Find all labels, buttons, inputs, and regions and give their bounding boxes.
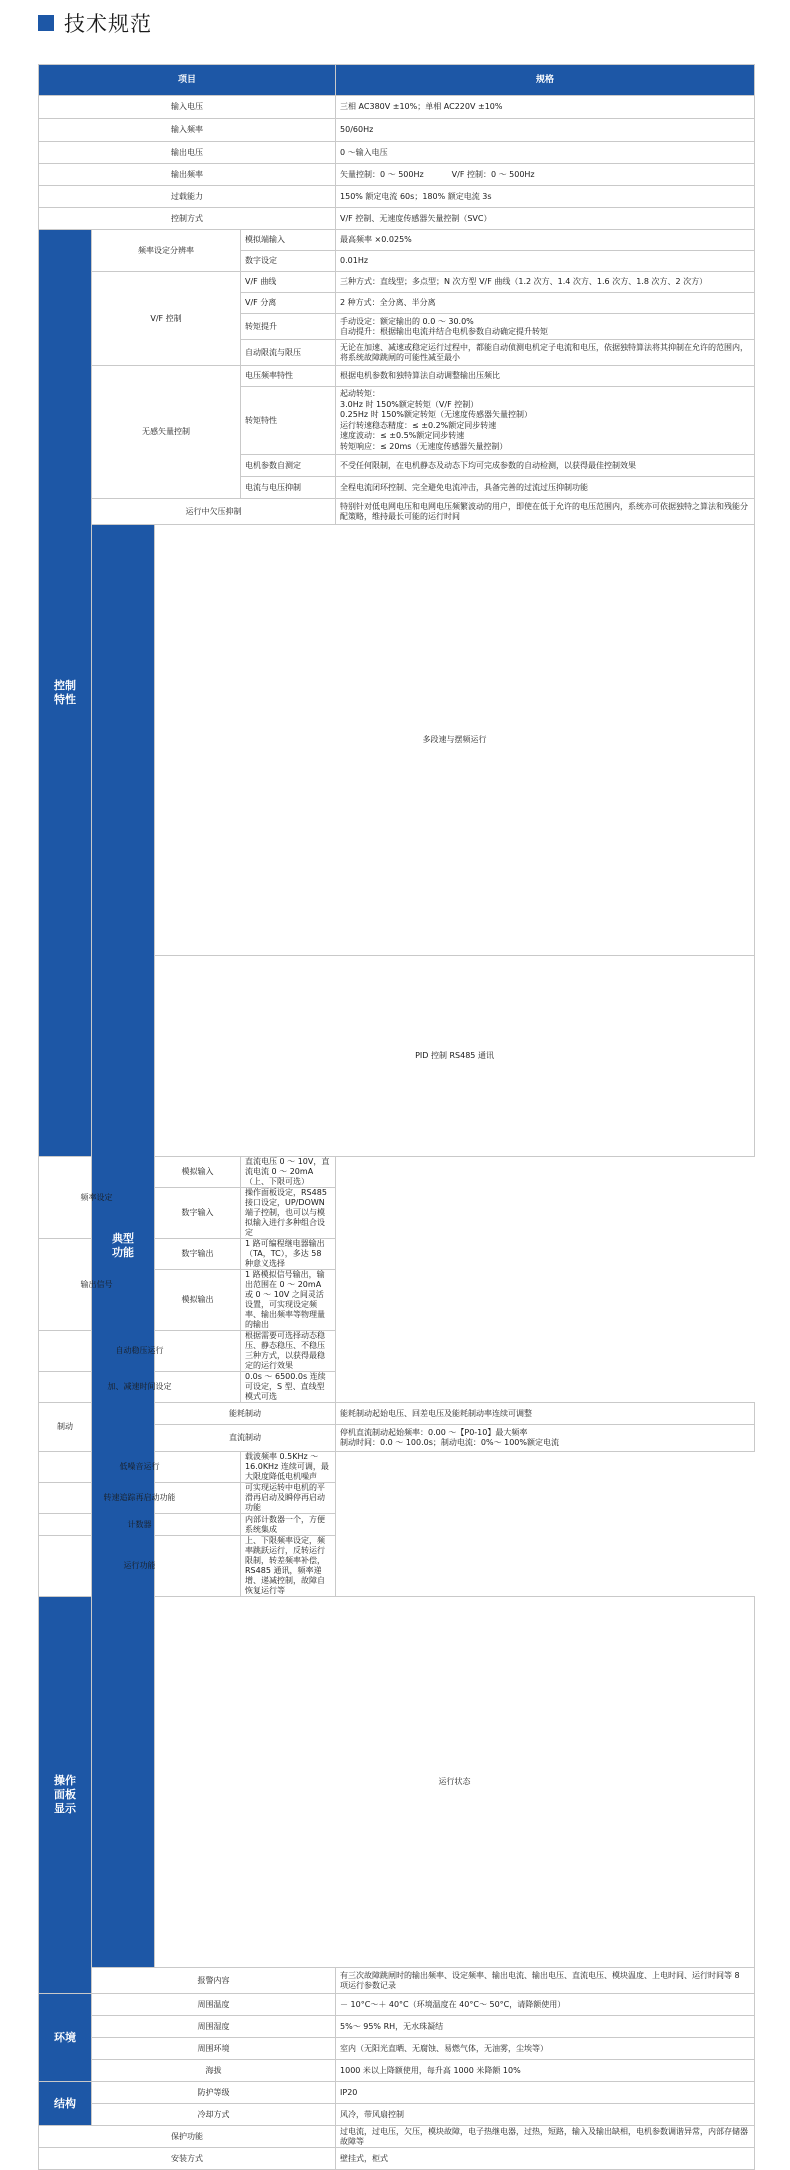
table-row	[39, 164, 755, 186]
row-value: 可实现运转中电机的平滑再启动及瞬停再启动功能	[241, 1483, 336, 1514]
square-bullet-icon	[38, 15, 54, 31]
group-env: 环境	[39, 1994, 92, 2082]
sub-item-label: V/F 曲线	[241, 272, 336, 293]
table-row	[39, 1968, 755, 1994]
row-value: 5%～ 95% RH，无水珠凝结	[336, 2016, 755, 2038]
sub-item-label: 能耗制动	[155, 1403, 336, 1425]
row-label: 输出电压	[39, 142, 336, 164]
sub-label: 计数器	[39, 1514, 241, 1536]
table-row	[39, 1536, 755, 1597]
sub-label: 频率设定	[39, 1157, 155, 1239]
sub-item-label: 电机参数自测定	[241, 455, 336, 477]
row-value: 手动设定：额定输出的 0.0 ～ 30.0% 自动提升：根据输出电流并结合电机参数自动确定提升转矩	[336, 314, 755, 340]
row-label: 安装方式	[39, 2148, 336, 2170]
sub-label: 无感矢量控制	[92, 366, 241, 499]
row-value: 不受任何限制，在电机静态及动态下均可完成参数的自动检测，以获得最佳控制效果	[336, 455, 755, 477]
table-row	[39, 525, 755, 956]
row-value: 停机直流制动起始频率：0.00 ～【P0-10】最大频率 制动时间：0.0 ～ 100.0s；制动电流：0%～ 100%额定电流	[336, 1425, 755, 1452]
table-row	[39, 2038, 755, 2060]
header-spec: 规格	[336, 65, 755, 96]
sub-label: 多段速与摆频运行	[155, 525, 755, 956]
row-value: 内部计数器一个，方便系统集成	[241, 1514, 336, 1536]
spec-table	[38, 64, 755, 2170]
table-row	[39, 1994, 755, 2016]
row-value: 最高频率 ×0.025%	[336, 230, 755, 251]
row-value: 起动转矩： 3.0Hz 时 150%额定转矩（V/F 控制） 0.25Hz 时 150%额定转矩（无速度传感器矢量控制） 运行转速稳态精度：≤ ±0.2%额定同步转速 速度波动：≤ ±0.5%额定同步转速 转矩响应：≤ 20ms（无速度传感器矢量控制）	[336, 387, 755, 455]
sub-label: 频率设定分辨率	[92, 230, 241, 272]
row-value: 无论在加速、减速或稳定运行过程中，都能自动侦测电机定子电流和电压，依据独特算法将其抑制在允许的范围内，将系统故障跳闸的可能性减至最小	[336, 340, 755, 366]
sub-label: 防护等级	[92, 2082, 336, 2104]
table-row	[39, 499, 755, 525]
table-header-row	[39, 65, 755, 96]
row-value: 过电流，过电压，欠压，模块故障，电子热继电器，过热，短路，输入及输出缺相，电机参数调谐异常，内部存储器故障等	[336, 2126, 755, 2148]
sub-item-label: 数字输出	[155, 1239, 241, 1270]
sub-label: 周围湿度	[92, 2016, 336, 2038]
table-row	[39, 2104, 755, 2126]
table-row	[39, 2126, 755, 2148]
row-label: 输入频率	[39, 119, 336, 142]
sub-label: 运行功能	[39, 1536, 241, 1597]
sub-label: 运行状态	[155, 1597, 755, 1968]
sub-item-label: 数字设定	[241, 251, 336, 272]
table-row	[39, 1157, 755, 1188]
sub-item-label: 电压频率特性	[241, 366, 336, 387]
table-row	[39, 1239, 755, 1270]
row-value: 上、下限频率设定，频率跳跃运行，反转运行限制，转差频率补偿，RS485 通讯，频率递增、递减控制，故障自恢复运行等	[241, 1536, 336, 1597]
sub-item-label: 电流与电压抑制	[241, 477, 336, 499]
row-value: 50/60Hz	[336, 119, 755, 142]
table-row	[39, 1483, 755, 1514]
table-row	[39, 2060, 755, 2082]
row-value: 三种方式：直线型；多点型；N 次方型 V/F 曲线（1.2 次方、1.4 次方、1.6 次方、1.8 次方、2 次方）	[336, 272, 755, 293]
section-header	[38, 8, 152, 38]
sub-item-label: 模拟输出	[155, 1270, 241, 1331]
group-structure: 结构	[39, 2082, 92, 2126]
row-value: 直流电压 0 ～ 10V，直流电流 0 ～ 20mA（上、下限可选）	[241, 1157, 336, 1188]
row-value: 0 ～输入电压	[336, 142, 755, 164]
header-item: 项目	[39, 65, 336, 96]
sub-label: 转速追踪再启动功能	[39, 1483, 241, 1514]
row-value: － 10°C～＋ 40°C（环境温度在 40°C～ 50°C，请降额使用）	[336, 1994, 755, 2016]
sub-label: 周围温度	[92, 1994, 336, 2016]
row-value: 矢量控制：0 ～ 500Hz V/F 控制：0 ～ 500Hz	[336, 164, 755, 186]
sub-label: 制动	[39, 1403, 92, 1452]
group-panel: 操作 面板 显示	[39, 1597, 92, 1994]
sub-item-label: 模拟端输入	[241, 230, 336, 251]
group-functions: 典型 功能	[92, 525, 155, 1968]
sub-label: V/F 控制	[92, 272, 241, 366]
row-label: 过载能力	[39, 186, 336, 208]
sub-label: 报警内容	[92, 1968, 336, 1994]
table-row	[39, 186, 755, 208]
sub-label: 冷却方式	[92, 2104, 336, 2126]
row-value: 载波频率 0.5KHz ～ 16.0KHz 连续可调，最大限度降低电机噪声	[241, 1452, 336, 1483]
row-value: 1000 米以上降额使用，每升高 1000 米降额 10%	[336, 2060, 755, 2082]
row-value: 2 种方式：全分离、半分离	[336, 293, 755, 314]
sub-item-label: 自动限流与限压	[241, 340, 336, 366]
row-value: 150% 额定电流 60s；180% 额定电流 3s	[336, 186, 755, 208]
row-value: 全程电流闭环控制、完全避免电流冲击，具备完善的过流过压抑制功能	[336, 477, 755, 499]
sub-item-label: 转矩提升	[241, 314, 336, 340]
row-value: 有三次故障跳闸时的输出频率、设定频率、输出电流、输出电压、直流电压、模块温度、上电时间、运行时间等 8 项运行参数记录	[336, 1968, 755, 1994]
sub-item-label: 转矩特性	[241, 387, 336, 455]
sub-item-label: 模拟输入	[155, 1157, 241, 1188]
row-label: 保护功能	[39, 2126, 336, 2148]
row-value: 壁挂式，柜式	[336, 2148, 755, 2170]
sub-label: 加、减速时间设定	[39, 1372, 241, 1403]
table-row	[39, 2082, 755, 2104]
group-control: 控制 特性	[39, 230, 92, 1157]
table-row	[39, 96, 755, 119]
row-value: V/F 控制、无速度传感器矢量控制（SVC）	[336, 208, 755, 230]
table-row	[39, 119, 755, 142]
table-row	[39, 1331, 755, 1372]
row-value: IP20	[336, 2082, 755, 2104]
table-row	[39, 1452, 755, 1483]
row-value: 1 路可编程继电器输出（TA，TC），多达 58 种意义选择	[241, 1239, 336, 1270]
sub-label: 低噪音运行	[39, 1452, 241, 1483]
row-value: 风冷，带风扇控制	[336, 2104, 755, 2126]
page-title: 技术规范	[64, 12, 152, 36]
table-row	[39, 2016, 755, 2038]
row-value: 三相 AC380V ±10%；单相 AC220V ±10%	[336, 96, 755, 119]
row-value: 1 路模拟信号输出，输出范围在 0 ～ 20mA 或 0 ～ 10V 之间灵活设置，可实现设定频率、输出频率等物理量的输出	[241, 1270, 336, 1331]
sub-label: 输出信号	[39, 1239, 155, 1331]
sub-item-label: V/F 分离	[241, 293, 336, 314]
table-row	[39, 208, 755, 230]
table-row	[39, 272, 755, 293]
row-value: 根据电机参数和独特算法自动调整输出压频比	[336, 366, 755, 387]
table-row	[39, 1514, 755, 1536]
row-value: 操作面板设定，RS485 接口设定，UP/DOWN 端子控制，也可以与模拟输入进行多种组合设定	[241, 1188, 336, 1239]
row-label: 控制方式	[39, 208, 336, 230]
table-row	[39, 230, 755, 251]
sub-item-label: 数字输入	[155, 1188, 241, 1239]
row-label: 输入电压	[39, 96, 336, 119]
sub-item-label: 直流制动	[155, 1425, 336, 1452]
row-value: 0.01Hz	[336, 251, 755, 272]
sub-label: 周围环境	[92, 2038, 336, 2060]
sub-label: 自动稳压运行	[39, 1331, 241, 1372]
row-label: 输出频率	[39, 164, 336, 186]
row-value: 0.0s ～ 6500.0s 连续可设定，S 型、直线型模式可选	[241, 1372, 336, 1403]
table-row	[39, 1372, 755, 1403]
table-row	[39, 2148, 755, 2170]
row-value: 室内（无阳光直晒、无腐蚀、易燃气体，无油雾，尘埃等）	[336, 2038, 755, 2060]
table-row	[39, 366, 755, 387]
row-value: 特别针对低电网电压和电网电压频繁波动的用户，即使在低于允许的电压范围内，系统亦可依据独特之算法和残能分配策略，维持最长可能的运行时间	[336, 499, 755, 525]
row-value: 根据需要可选择动态稳压、静态稳压、不稳压三种方式，以获得最稳定的运行效果	[241, 1331, 336, 1372]
sub-label: PID 控制 RS485 通讯	[155, 956, 755, 1157]
row-value: 能耗制动起始电压、回差电压及能耗制动率连续可调整	[336, 1403, 755, 1425]
sub-label: 运行中欠压抑制	[92, 499, 336, 525]
sub-label: 海拔	[92, 2060, 336, 2082]
table-row	[39, 142, 755, 164]
